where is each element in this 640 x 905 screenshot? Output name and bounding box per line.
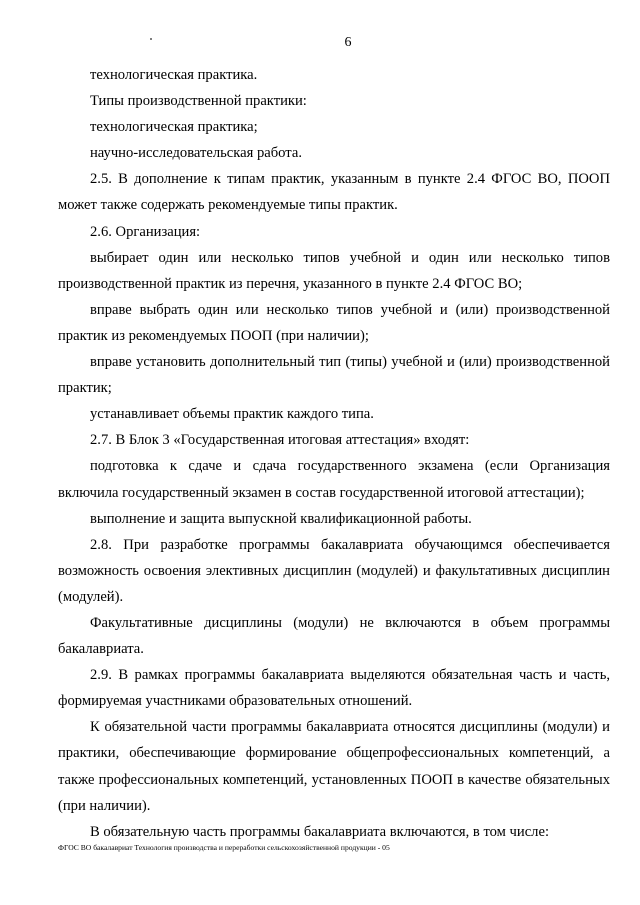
paragraph-2-5: 2.5. В дополнение к типам практик, указанным в пункте 2.4 ФГОС ВО, ПООП может также содержать рекомендуемые типы практик. xyxy=(58,171,610,214)
paragraph-2-7: 2.7. В Блок 3 «Государственная итоговая аттестация» входят: xyxy=(90,432,470,449)
paragraph: подготовка к сдаче и сдача государственного экзамена (если Организация включила государственный экзамен в состав государственной итоговой аттестации); xyxy=(58,458,610,501)
paragraph-2-8: 2.8. При разработке программы бакалавриата обучающимся обеспечивается возможность освоения элективных дисциплин (модулей) и факультативных дисциплин (модулей). xyxy=(58,536,610,605)
paragraph: технологическая практика. xyxy=(90,67,258,83)
paragraph: научно-исследовательская работа. xyxy=(90,145,302,162)
paragraph: выбирает один или несколько типов учебной и один или несколько типов производственной практик из перечня, указанного в пункте 2.4 ФГОС ВО; xyxy=(58,249,610,292)
paragraph: Факультативные дисциплины (модули) не включаются в объем программы бакалавриата. xyxy=(58,614,610,658)
paragraph: Типы производственной практики: xyxy=(90,93,307,110)
paragraph-2-6: 2.6. Организация: xyxy=(90,223,201,240)
paragraph: К обязательной части программы бакалавриата относятся дисциплины (модули) и практики, обеспечивающие формирование общепрофессиональных компетенций, а также профессиональных компетенций, установленных ПООП в качестве обязательных (при наличии). xyxy=(58,719,610,814)
paragraph: вправе установить дополнительный тип (типы) учебной и (или) производственной практик; xyxy=(58,354,610,397)
document-body xyxy=(58,62,610,845)
paragraph: вправе выбрать один или несколько типов учебной и (или) производственной практик из рекомендуемых ПООП (при наличии); xyxy=(58,301,610,344)
paragraph: В обязательную часть программы бакалавриата включаются, в том числе: xyxy=(90,823,549,840)
paragraph: выполнение и защита выпускной квалификационной работы. xyxy=(90,510,472,527)
paragraph: устанавливает объемы практик каждого типа. xyxy=(90,406,374,423)
paragraph-2-9: 2.9. В рамках программы бакалавриата выделяются обязательная часть и часть, формируемая участниками образовательных отношений. xyxy=(58,667,610,710)
paragraph: технологическая практика; xyxy=(90,119,258,136)
page-number: 6 xyxy=(344,35,352,50)
page-footer: ФГОС ВО бакалавриат Технология производства и переработки сельскохозяйственной продукции - 05 xyxy=(58,843,390,852)
